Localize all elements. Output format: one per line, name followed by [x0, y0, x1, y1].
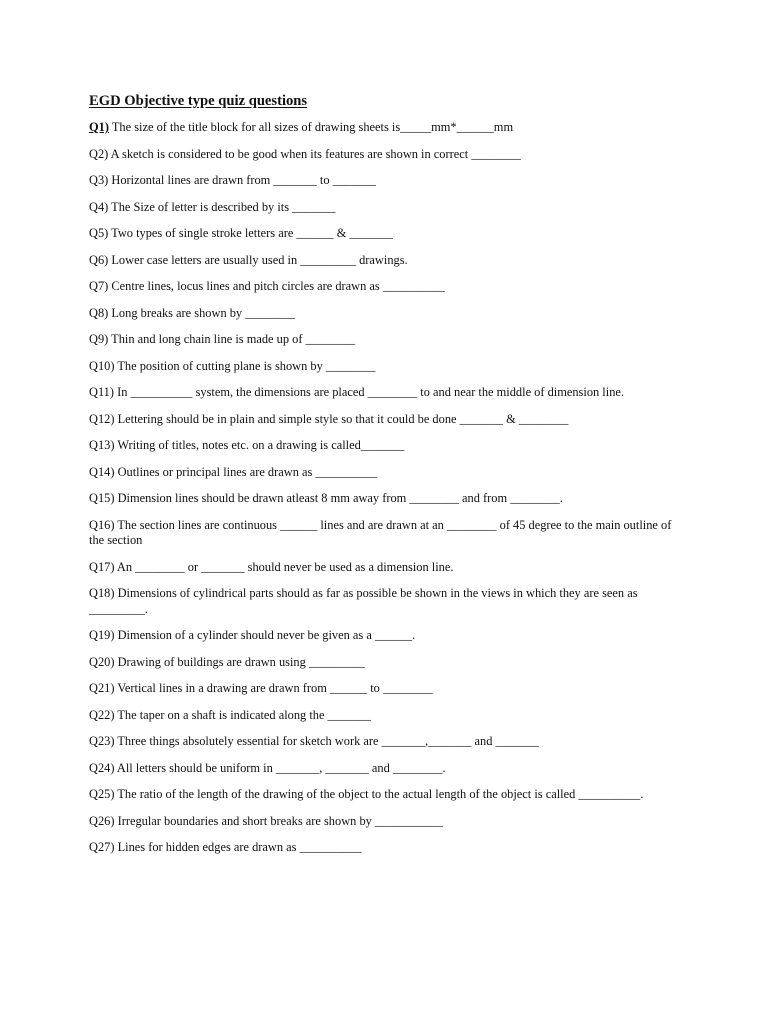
question-9: Q9) Thin and long chain line is made up of ________ [89, 332, 356, 346]
question-1-text: The size of the title block for all sizes of drawing sheets is_____mm*______mm [108, 120, 514, 134]
question-17: Q17) An ________ or _______ should never be used as a dimension line. [89, 559, 454, 574]
page-title: EGD Objective type quiz questions [89, 93, 308, 109]
question-20: Q20) Drawing of buildings are drawn using _________ [89, 654, 365, 669]
question-23: Q23) Three things absolutely essential for sketch work are _______,_______ and _______ [89, 734, 539, 748]
question-7: Q7) Centre lines, locus lines and pitch circles are drawn as __________ [89, 279, 445, 293]
question-5: Q5) Two types of single stroke letters are ______ & _______ [89, 226, 393, 240]
question-1-label: Q1) [89, 120, 109, 134]
question-15: Q15) Dimension lines should be drawn atleast 8 mm away from ________ and from ________. [89, 491, 563, 505]
question-8: Q8) Long breaks are shown by ________ [89, 305, 295, 320]
question-24: Q24) All letters should be uniform in _______, _______ and ________. [89, 760, 446, 775]
question-18: Q18) Dimensions of cylindrical parts should as far as possible be shown in the views in which they are seen as _________. [89, 586, 638, 616]
question-3: Q3) Horizontal lines are drawn from _______ to _______ [89, 173, 376, 187]
quiz-content [89, 92, 689, 867]
question-1 [89, 120, 689, 136]
question-16: Q16) The section lines are continuous ______ lines and are drawn at an ________ of 45 degree to the main outline of the section [89, 517, 672, 547]
question-19: Q19) Dimension of a cylinder should never be given as a ______. [89, 628, 416, 642]
question-13: Q13) Writing of titles, notes etc. on a drawing is called_______ [89, 438, 405, 452]
question-22: Q22) The taper on a shaft is indicated along the _______ [89, 707, 371, 722]
question-11: Q11) In __________ system, the dimensions are placed ________ to and near the middle of dimension line. [89, 385, 624, 399]
question-26: Q26) Irregular boundaries and short breaks are shown by ___________ [89, 813, 444, 828]
question-25: Q25) The ratio of the length of the drawing of the object to the actual length of the object is called __________. [89, 787, 644, 801]
question-21: Q21) Vertical lines in a drawing are drawn from ______ to ________ [89, 681, 433, 695]
question-4: Q4) The Size of letter is described by its _______ [89, 199, 336, 214]
question-14: Q14) Outlines or principal lines are drawn as __________ [89, 464, 378, 479]
question-27: Q27) Lines for hidden edges are drawn as __________ [89, 840, 362, 854]
question-12: Q12) Lettering should be in plain and simple style so that it could be done _______ & ________ [89, 411, 569, 426]
question-10: Q10) The position of cutting plane is shown by ________ [89, 358, 376, 373]
question-6: Q6) Lower case letters are usually used in _________ drawings. [89, 252, 408, 267]
question-2: Q2) A sketch is considered to be good when its features are shown in correct ________ [89, 146, 521, 161]
